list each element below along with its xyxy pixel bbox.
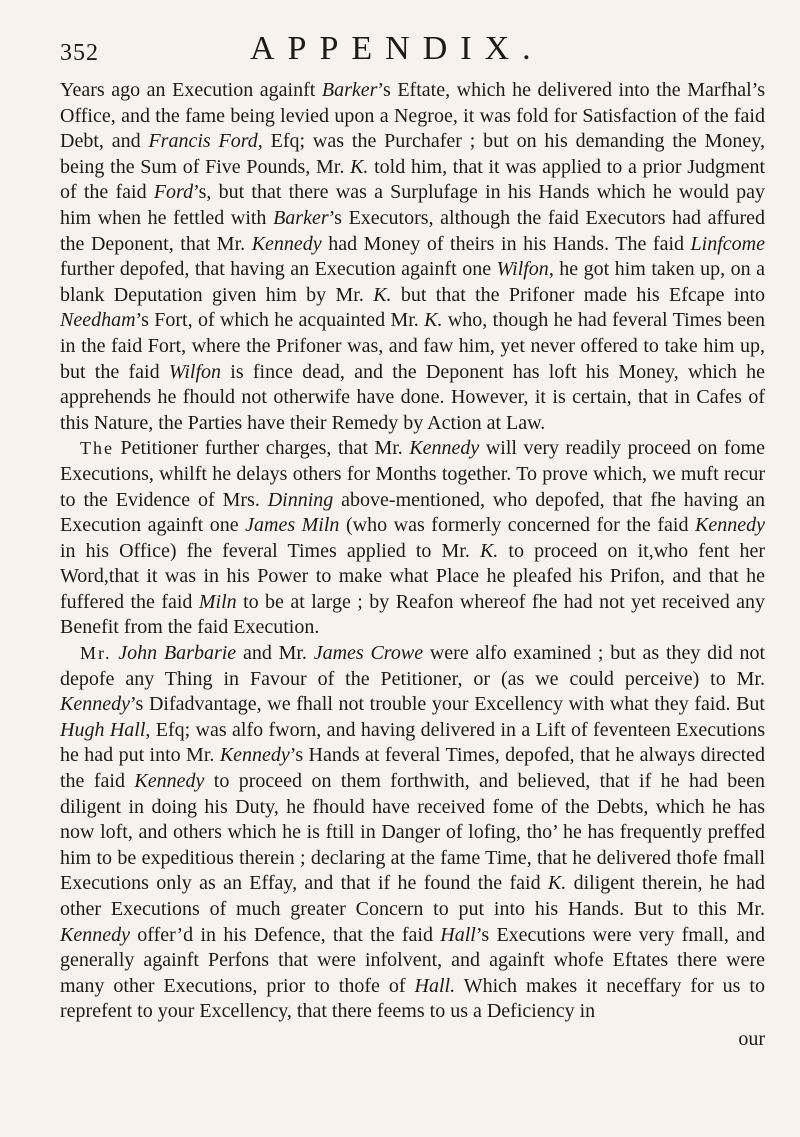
text-run: will very readily proceed on fome Executions, whilft he delays others for Months together. To prove which, we muft recur to the Evidence of Mrs. bbox=[60, 437, 765, 511]
text-run: Petitioner further charges, that Mr. bbox=[113, 437, 410, 460]
text-run: , Efq; was alfo fworn, and having delivered in a Lift of feventeen Executions he had put into Mr. bbox=[60, 718, 765, 767]
text-run: ’s Hands at feveral Times, depofed, that he always directed the faid bbox=[60, 744, 765, 793]
text-run: above-mentioned, who depofed, that fhe having an Execution againft one bbox=[60, 488, 765, 537]
italic-name: K. bbox=[479, 539, 499, 562]
text-run: is fince dead, and the Deponent has loft his Money, which he apprehends he fhould not otherwife have done. However, it is certain, that in Cafes of this Nature, the Parties have their Remedy by Action at Law. bbox=[60, 360, 765, 434]
italic-name: Kennedy bbox=[219, 744, 290, 767]
italic-name: Francis Ford bbox=[148, 130, 258, 153]
italic-name: Kennedy bbox=[251, 232, 322, 255]
italic-name: James Miln bbox=[245, 514, 340, 537]
italic-name: Kennedy bbox=[695, 514, 765, 537]
text-run: , Efq; was the Purchafer ; but on his demanding the Money, being the Sum of Five Pounds, Mr. bbox=[60, 130, 765, 178]
running-title: APPENDIX. bbox=[250, 30, 544, 67]
text-run: had Money of theirs in his Hands. The faid bbox=[321, 232, 691, 255]
page-number: 352 bbox=[60, 40, 99, 66]
text-run: Years ago an Execution againft bbox=[60, 79, 322, 101]
italic-name: James Crowe bbox=[313, 642, 424, 665]
italic-name: Kennedy bbox=[60, 923, 130, 946]
italic-name: Dinning bbox=[267, 488, 334, 511]
text-run: ’s, but that there was a Surplufage in his Hands which he would pay him when he fettled with bbox=[60, 181, 765, 229]
text-run: to proceed on it,who fent her Word,that it was in his Power to make what Place he pleafed his Prifon, and that he fuffered the faid bbox=[60, 539, 765, 613]
italic-name: Kennedy bbox=[60, 693, 130, 716]
italic-name: Barker bbox=[321, 79, 378, 101]
text-run: diligent therein, he had other Executions of much greater Concern to put into his Hands. But to this Mr. bbox=[60, 872, 765, 920]
body-text-block bbox=[60, 78, 765, 1051]
italic-name: K. bbox=[350, 155, 369, 178]
book-page bbox=[60, 28, 765, 1051]
text-run: ’s Executions were very fmall, and generally againft Perfons that were infolvent, and againft whofe Eftates there were many other Executions, prior to thofe of bbox=[60, 923, 765, 997]
italic-name: Wilfon bbox=[496, 258, 549, 281]
text-run: who, though he had feveral Times been in the faid Fort, where the Prifoner was, and faw him, yet never offered to take him up, but the faid bbox=[60, 309, 765, 383]
text-run: ’s Eftate, which he delivered into the Marfhal’s Office, and the fame being levied upon a Negroe, it was fold for Satisfaction of the faid Debt, and bbox=[60, 79, 765, 153]
text-run: offer’d in his Defence, that the faid bbox=[129, 923, 441, 946]
text-run: and Mr. bbox=[236, 642, 314, 665]
italic-name: Kennedy bbox=[409, 437, 480, 460]
italic-name: Linfcome bbox=[690, 232, 765, 255]
catchword: our bbox=[738, 1027, 765, 1050]
italic-name: Kennedy bbox=[134, 770, 205, 793]
italic-name: K. bbox=[547, 872, 567, 895]
text-run: to be at large ; by Reafon whereof fhe had not yet received any Benefit from the faid Execution. bbox=[60, 590, 765, 639]
italic-name: K. bbox=[424, 309, 443, 332]
text-run: Which makes it neceffary for us to reprefent to your Excellency, that there feems to us a Deficiency in bbox=[60, 974, 765, 1023]
italic-name: Hall bbox=[440, 923, 476, 946]
text-run: ’s Difadvantage, we fhall not trouble your Excellency with what they faid. But bbox=[129, 693, 765, 716]
text-run: to proceed on them forthwith, and believed, that if he had been diligent in doing his Duty, he fhould have received fome of the Debts, which he has now loft, and others which he is ftill in Danger of lofing, tho’ he has frequently preffed him to be expeditious therein ; declaring at the fame Time, that he delivered thofe fmall Executions only as an Effay, and that if he found the faid bbox=[60, 770, 766, 895]
text-run: were alfo examined ; but as they did not depofe any Thing in Favour of the Petitioner, or (as we could perceive) to Mr. bbox=[60, 642, 766, 690]
text-run: told him, that it was applied to a prior Judgment of the faid bbox=[60, 155, 765, 204]
text-run: in his Office) fhe feveral Times applied to Mr. bbox=[60, 539, 480, 562]
text-run: ’s Fort, of which he acquainted Mr. bbox=[135, 309, 425, 332]
text-run: , he got him taken up, on a blank Deputation given him by Mr. bbox=[60, 258, 766, 306]
body-text bbox=[60, 78, 765, 1025]
italic-name: Barker bbox=[273, 206, 329, 229]
text-run: further depofed, that having an Execution againft one bbox=[60, 258, 497, 281]
text-run: but that the Prifoner made his Efcape into bbox=[391, 283, 766, 306]
text-run: (who was formerly concerned for the faid bbox=[339, 514, 695, 537]
italic-name: K. bbox=[373, 283, 392, 306]
paragraph-2 bbox=[60, 436, 765, 641]
paragraph-3 bbox=[60, 641, 765, 1025]
text-run: ’s Executors, although the faid Executors had affured the Deponent, that Mr. bbox=[60, 206, 765, 255]
italic-name: Hall. bbox=[414, 974, 456, 997]
paragraph-1 bbox=[60, 78, 765, 436]
italic-name: Wilfon bbox=[168, 360, 222, 383]
small-caps-lead: Mr. bbox=[80, 643, 112, 664]
italic-name: Miln bbox=[198, 590, 237, 613]
italic-name: Needham bbox=[60, 309, 136, 332]
page-header bbox=[60, 28, 765, 78]
italic-name: Hugh Hall bbox=[60, 718, 146, 741]
italic-name: Ford bbox=[153, 181, 194, 204]
italic-name: John Barbarie bbox=[118, 642, 237, 665]
small-caps-lead: The bbox=[80, 438, 114, 459]
